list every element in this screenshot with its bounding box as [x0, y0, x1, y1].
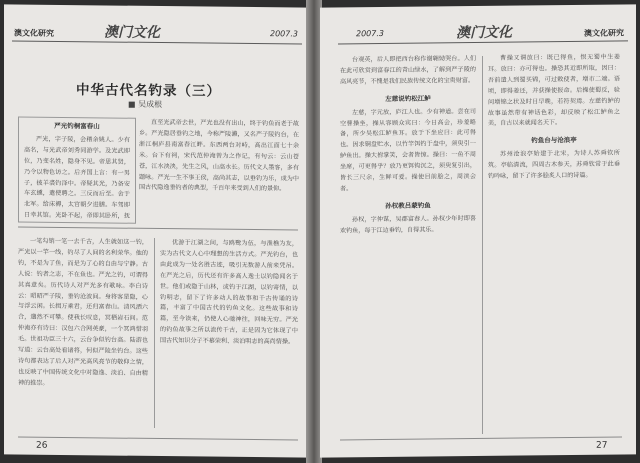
right-page	[320, 4, 636, 457]
article-text: 曹操又谓放曰：既已得鱼，恨无蜀中生姜耳。放曰：亦可得也。操恐其近即所取，因曰：吾前遣人到蜀买锦，可过敕使者，增市二端。语顷，即得姜还，并获操使报命。后操使蜀反，验问增锦之状及时日早晚，若符契焉。左慈钓鲈的故事虽然带有神话色彩，却反映了松江鲈鱼之美，自古以来就闻名天下。	[488, 53, 620, 128]
article-column-right	[488, 53, 620, 434]
issue-number: 2007.3	[356, 28, 384, 39]
section-divider	[18, 227, 298, 231]
section-tag: 澳文化研究	[584, 28, 624, 38]
page-number: 26	[36, 440, 48, 451]
footer-rule	[340, 436, 622, 440]
article-text: 一笔勾销一笔一去千古，人生就如这一钓，严光以一竿一线，钓尽了人间的名利荣华。他的钓，不是为了鱼，而是为了心的自由与宁静。古人说：钓者之志，不在鱼也。严光之钓，可谓得其真意矣。历代诗人对严光多有歌咏。李白诗云：昭昭严子陵，垂钓沧波间。身将客星隐，心与浮云闲。长揖万乘君，还归富春山。清风洒六合，邈然不可攀。使我长叹息，冥栖岩石间。范仲淹亦有诗曰：汉包六合网英豪，一个冥鸿惜羽毛。世祖功臣三十六，云台争似钓台高。陆游也写道：云台高处看诸将，何似严陵坐钓台。这些诗句都表达了后人对严光高风亮节的敬仰之情，也反映了中国传统文化中对隐逸、淡泊、自由精神的推崇。	[18, 237, 148, 387]
section-tag: 澳文化研究	[14, 28, 54, 38]
article-text: 左慈，字元放，庐江人也。少有神道。尝在司空曹操坐，操从容顾众宾曰：今日高会，珍羞略备，所少吴松江鲈鱼耳。放于下坐应曰：此可得也。因求铜盘贮水，以竹竿饵钓于盘中，须臾引一鲈鱼出。操大拊掌笑，会者皆惊。操曰：一鱼不周坐席，可更得乎？放乃更饵钩沉之，须臾复引出，皆长三尺余，生鲜可爱。操使目前脍之，周浃会者。	[340, 107, 476, 193]
article-text: 苏州沧浪亭始建于北宋，为诗人苏舜钦所筑。亭临清流，四周古木参天，苏舜钦常于此垂钓吟咏，留下了许多脍炙人口的诗篇。	[488, 149, 620, 180]
article-text: 优游于江湖之间，与鸥鹭为伍，与渔樵为友，实为古代文人心中理想的生活方式。严光钓台，也由此成为一处名胜古迹，吸引无数游人前来凭吊。在严光之后，历代还有许多高人逸士以钓隐闻名于世。他们或隐于山林，或钓于江湖，以钓寄情，以钓明志，留下了许多动人的故事和千古传诵的诗篇，丰富了中国古代的钓鱼文化。这些故事和诗篇，至今读来，仍使人心驰神往，回味无穷。严光的钓鱼故事之所以流传千古，正是因为它体现了中国古代知识分子不慕荣利、淡泊明志的高尚情操。	[160, 239, 298, 346]
article-column-left	[340, 54, 476, 435]
box-heading: 严光钓桐富春山	[54, 121, 100, 131]
article-title: 中华古代名钓录（三）	[76, 82, 221, 100]
right-page-header	[338, 22, 628, 44]
article-text: 直至光武帝去世，严光也没有出山，终于钓鱼而老于故乡。严光隐居垂钓之地，今称严陵濑，又名严子陵钓台，在浙江桐庐县南富春江畔。东西两台对峙，高出江面七十余米。台下有祠，宋代范仲淹曾为之作记，有句云：云山苍苍，江水泱泱，先生之风，山高水长。历代文人墨客，多有题咏。严光一生不事王侯，高尚其志，以垂钓为乐，成为中国古代隐逸垂钓者的典型，千百年来受到人们的景仰。	[139, 118, 299, 193]
article-column-lower-right	[160, 238, 298, 431]
section-heading: 左慈说钓松江鲈	[385, 94, 431, 103]
footer-rule	[18, 437, 298, 441]
column-divider	[154, 238, 155, 428]
left-page	[4, 4, 310, 457]
sidebar-box	[18, 117, 136, 224]
box-text: 严光，字子陵，会稽余姚人。少有高名，与光武帝刘秀同游学。及光武即位，乃变名姓，隐身不见。帝思其贤，乃令以物色访之。后齐国上言：有一男子，披羊裘钓泽中。帝疑其光，乃备安车玄纁，遣使聘之。三反而后至。舍于北军。给床褥，太官朝夕进膳。车驾即日幸其馆。光卧不起，帝即其卧所，抚光腹曰：咄咄子陵，不可相助为理邪？光又眠不应，良久，乃张目熟视，曰：昔唐尧著德，巢父洗耳。士故有志，何至相迫乎！帝曰：子陵，我竟不能下汝邪？于是升舆叹息而去。除为谏议大夫，不屈，乃耕于富春山。后人名其钓处为严陵濑焉。	[24, 135, 130, 220]
column-divider	[482, 56, 483, 434]
article-text: 台观英，后人即把西台称作谢翱恸哭台。人们在此可欣赏到富春江的青山绿水，了解到严子陵的高风亮节，不愧是我们民族传统文化的宝贵财富。	[340, 55, 476, 86]
magazine-logo: 澳门文化	[456, 24, 512, 42]
left-page-header	[12, 22, 302, 44]
section-heading: 钓鱼台与沧浪亭	[531, 136, 577, 145]
article-text: 孙权，字仲谋，吴郡富春人。孙权少年时即喜欢钓鱼，每于江边垂钓，自得其乐。	[340, 214, 476, 235]
page-number: 27	[596, 440, 608, 451]
issue-number: 2007.3	[270, 29, 298, 39]
magazine-logo: 澳门文化	[104, 24, 160, 42]
article-author: ■ 吴成根	[128, 99, 163, 110]
article-column-lower-left	[18, 237, 148, 430]
section-heading: 孙权教吕蒙钓鱼	[385, 201, 431, 210]
article-column-upper	[139, 118, 299, 220]
